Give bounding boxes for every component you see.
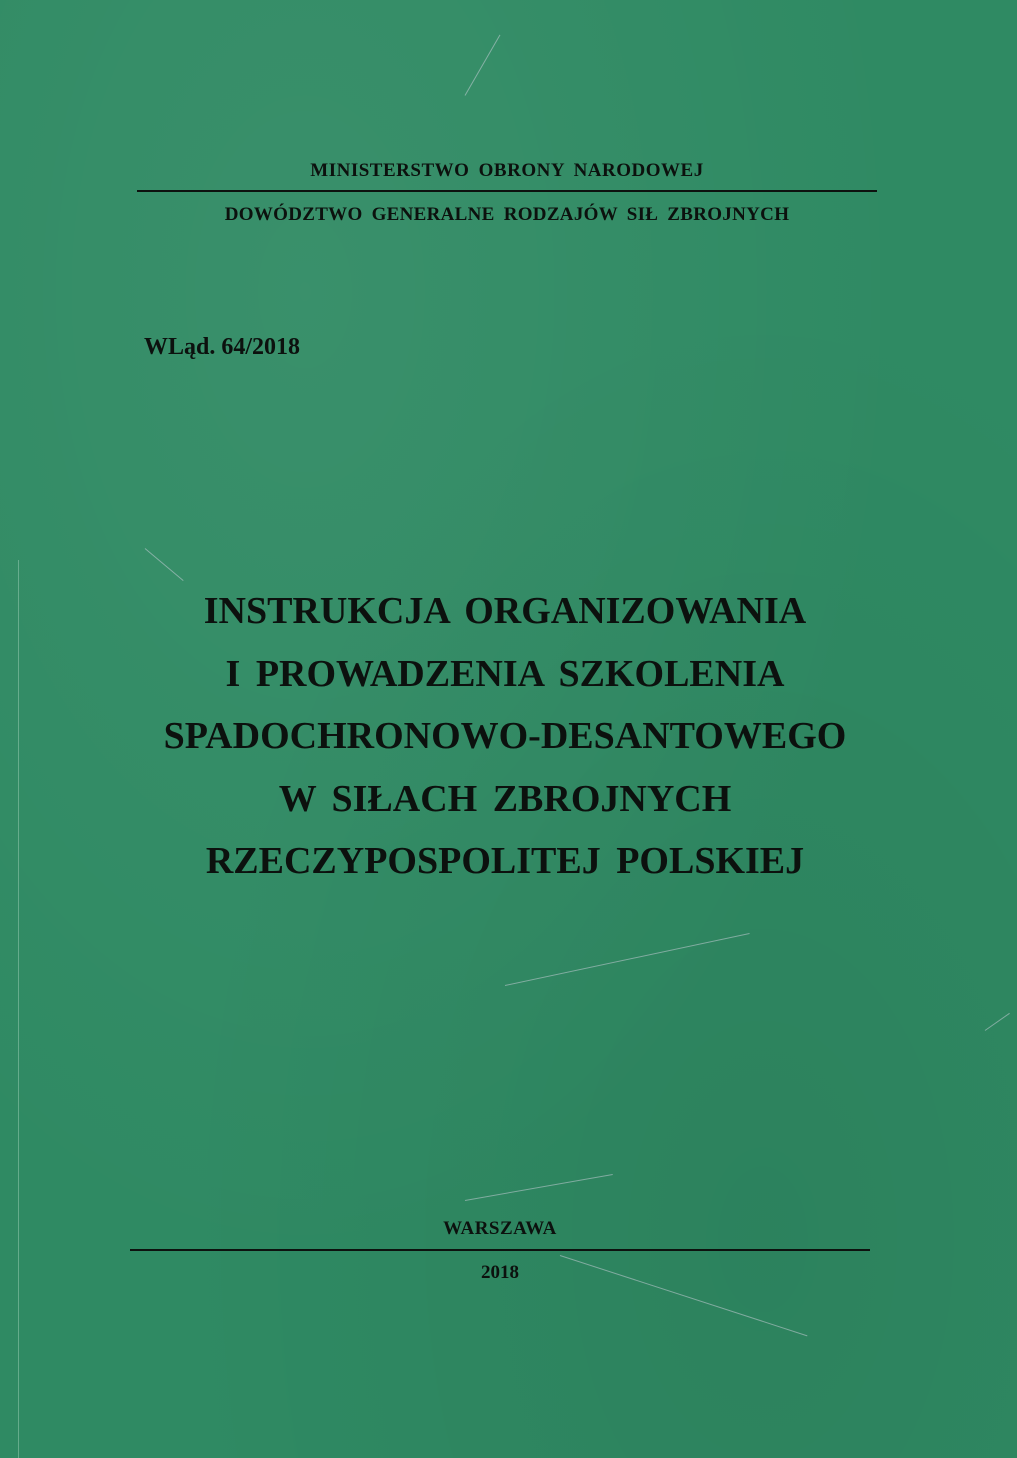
publication-place: WARSZAWA bbox=[443, 1218, 557, 1239]
header-divider bbox=[137, 190, 877, 192]
document-code: WLąd. 64/2018 bbox=[144, 334, 301, 360]
spine-edge bbox=[18, 560, 19, 1458]
title-line: RZECZYPOSPOLITEJ POLSKIEJ bbox=[205, 840, 805, 882]
surface-scratch bbox=[985, 1013, 1010, 1031]
title-line: INSTRUKCJA ORGANIZOWANIA bbox=[203, 590, 807, 632]
command-name: DOWÓDZTWO GENERALNE RODZAJÓW SIŁ ZBROJNYCH bbox=[224, 204, 790, 225]
surface-scratch bbox=[505, 933, 750, 986]
title-line: SPADOCHRONOWO-DESANTOWEGO bbox=[163, 715, 847, 757]
publication-year: 2018 bbox=[481, 1262, 519, 1283]
footer-divider bbox=[130, 1249, 870, 1251]
surface-scratch bbox=[465, 35, 501, 96]
document-title bbox=[100, 580, 910, 893]
title-line: I PROWADZENIA SZKOLENIA bbox=[225, 652, 785, 695]
title-line: W SIŁACH ZBROJNYCH bbox=[278, 777, 732, 820]
surface-scratch bbox=[465, 1174, 613, 1201]
surface-scratch bbox=[145, 548, 184, 581]
ministry-name: MINISTERSTWO OBRONY NARODOWEJ bbox=[310, 160, 704, 181]
